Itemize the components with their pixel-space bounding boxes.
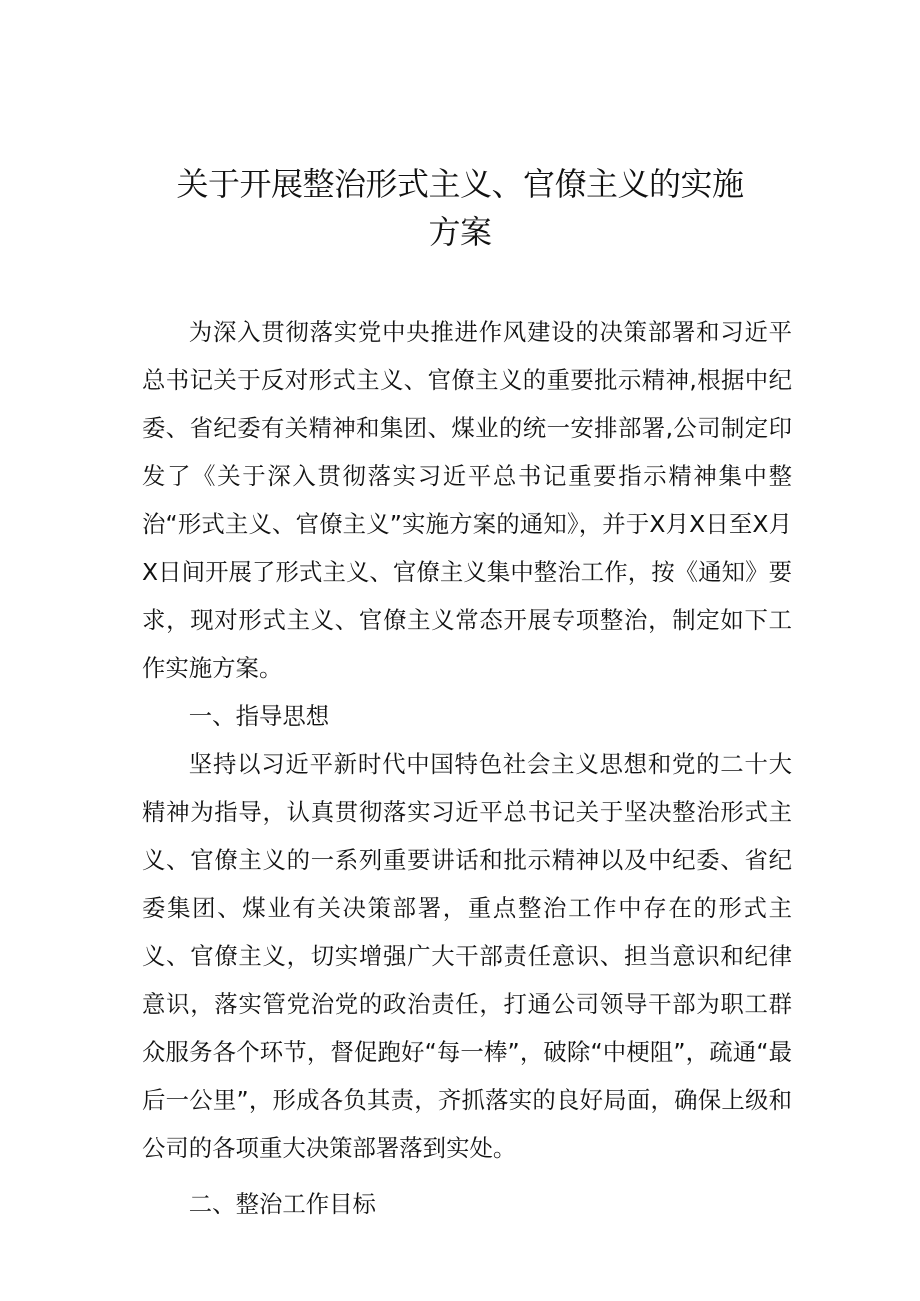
title-line-1: 关于开展整治形式主义、官僚主义的实施 [176,165,744,203]
document-title [0,160,920,256]
section-1-heading: 一、指导思想 [188,702,330,730]
title-line-2: 方案 [428,213,492,251]
document-body [142,308,792,1228]
intro-paragraph: 为深入贯彻落实党中央推进作风建设的决策部署和习近平总书记关于反对形式主义、官僚主义的重要批示精神,根据中纪委、省纪委有关精神和集团、煤业的统一安排部署,公司制定印发了《关于深入贯彻落实习近平总书记重要指示精神集中整治“形式主义、官僚主义”实施方案的通知》，并于X月X日至X月X日间开展了形式主义、官僚主义集中整治工作，按《通知》要求，现对形式主义、官僚主义常态开展专项整治，制定如下工作实施方案。 [142,318,792,682]
section-2-heading: 二、整治工作目标 [188,1190,376,1218]
section-1-paragraph: 坚持以习近平新时代中国特色社会主义思想和党的二十大精神为指导，认真贯彻落实习近平总书记关于坚决整治形式主义、官僚主义的一系列重要讲话和批示精神以及中纪委、省纪委集团、煤业有关决策部署，重点整治工作中存在的形式主义、官僚主义，切实增强广大干部责任意识、担当意识和纪律意识，落实管党治党的政治责任，打通公司领导干部为职工群众服务各个环节，督促跑好“每一棒”，破除“中梗阻”，疏通“最后一公里”，形成各负其责，齐抓落实的良好局面，确保上级和公司的各项重大决策部署落到实处。 [142,750,792,1162]
